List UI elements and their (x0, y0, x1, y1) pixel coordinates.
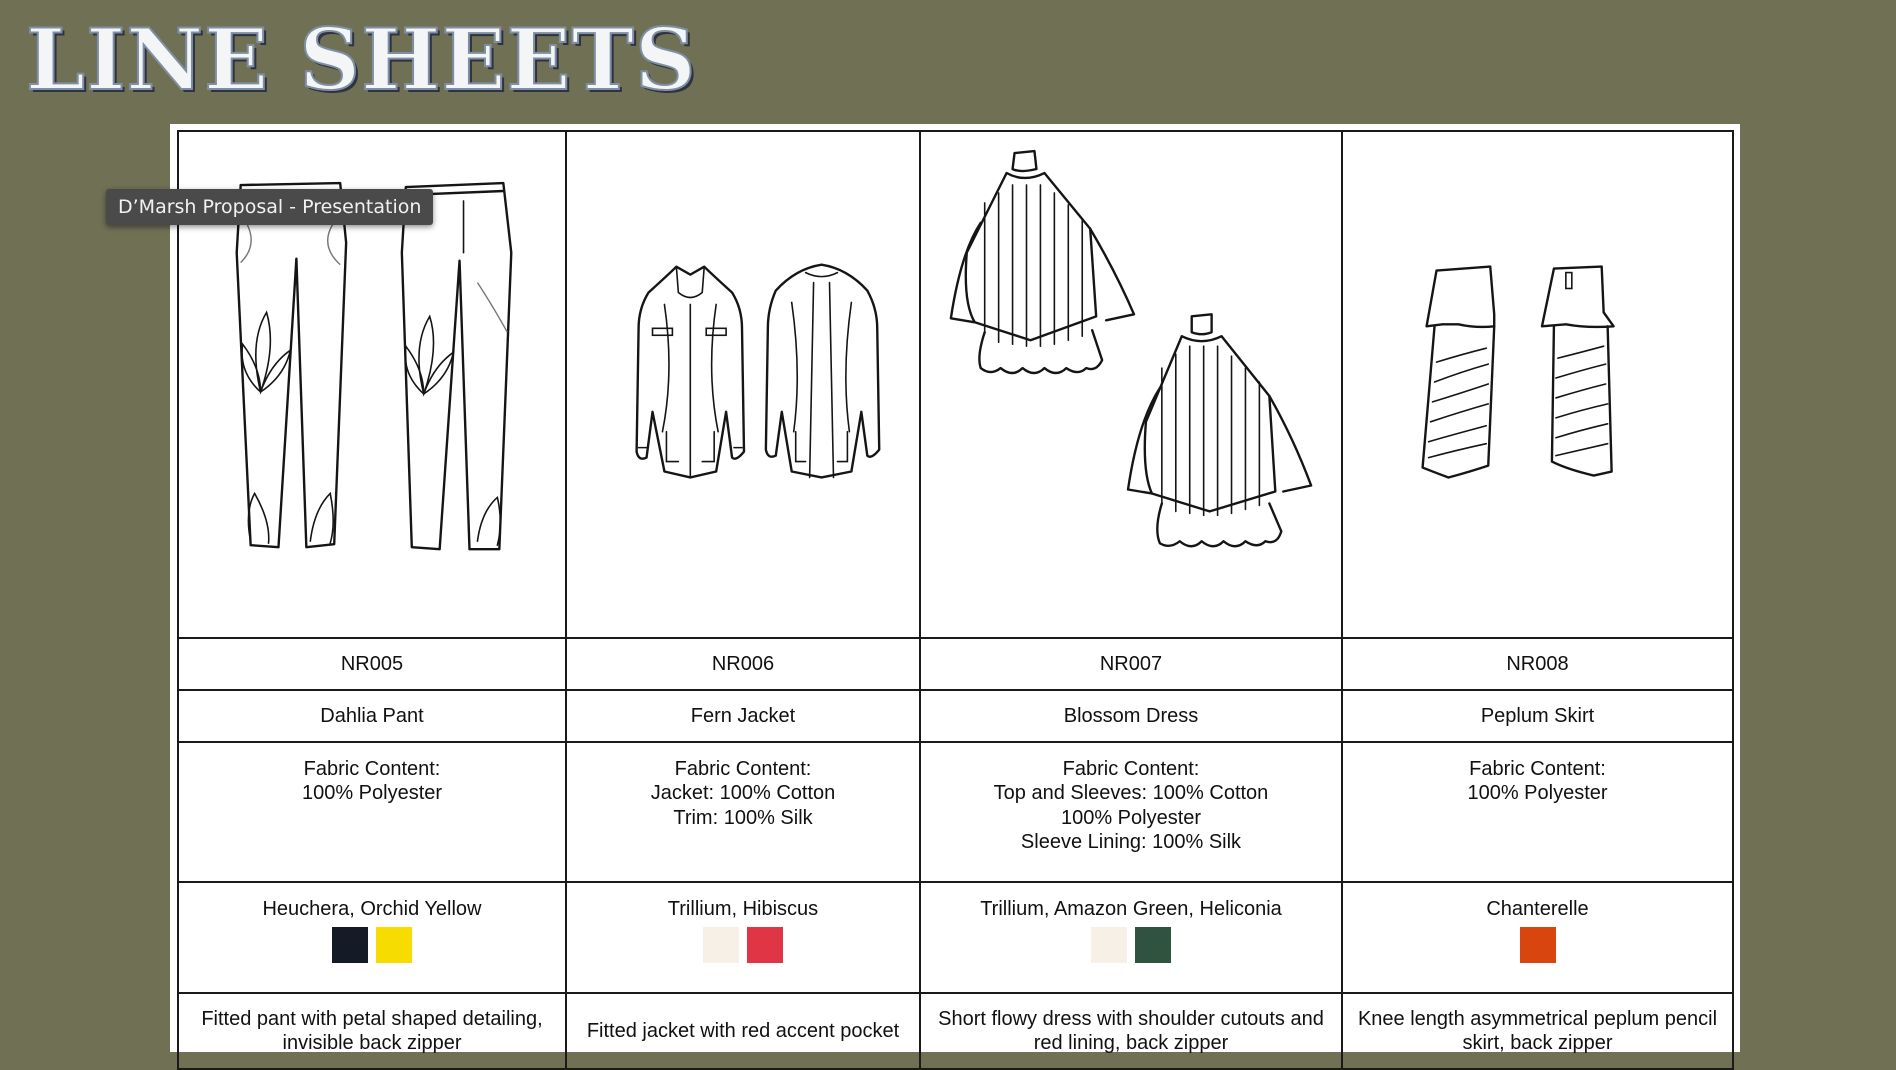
fabric-row (178, 742, 1733, 882)
color-swatch (703, 927, 739, 963)
fabric-line: Trim: 100% Silk (673, 806, 813, 829)
colorway-cell (566, 882, 920, 993)
colorway-label: Chanterelle (1486, 898, 1589, 920)
swatch-group (927, 927, 1335, 963)
fabric-line: Jacket: 100% Cotton (650, 782, 836, 805)
fabric-line: Sleeve Lining: 100% Silk (1020, 831, 1242, 854)
fabric-heading: Fabric Content: (303, 758, 441, 780)
peplum-skirt-sketch (1343, 132, 1732, 637)
product-name: Peplum Skirt (1342, 690, 1733, 742)
window-title-tooltip: D’Marsh Proposal - Presentation (106, 189, 433, 225)
product-description: Short flowy dress with shoulder cutouts and red lining, back zipper (920, 993, 1342, 1069)
product-description: Fitted jacket with red accent pocket (566, 993, 920, 1069)
swatch-group (185, 927, 559, 963)
product-description: Knee length asymmetrical peplum pencil skirt, back zipper (1342, 993, 1733, 1069)
product-name: Dahlia Pant (178, 690, 566, 742)
swatch-group (573, 927, 913, 963)
color-swatch (376, 927, 412, 963)
color-swatch (332, 927, 368, 963)
colorway-cell (920, 882, 1342, 993)
fabric-heading: Fabric Content: (1062, 758, 1200, 780)
color-swatch (1520, 927, 1556, 963)
fabric-content-cell (566, 742, 920, 882)
product-name: Blossom Dress (920, 690, 1342, 742)
color-row (178, 882, 1733, 993)
color-swatch (1091, 927, 1127, 963)
product-code: NR005 (178, 638, 566, 690)
fabric-heading: Fabric Content: (1469, 758, 1606, 780)
fern-jacket-sketch (567, 132, 919, 637)
product-code: NR008 (1342, 638, 1733, 690)
swatch-group (1349, 927, 1726, 963)
fabric-line: Top and Sleeves: 100% Cotton (993, 782, 1269, 805)
sketch-cell-nr006 (566, 131, 920, 638)
color-swatch (1135, 927, 1171, 963)
code-row (178, 638, 1733, 690)
line-sheet (170, 124, 1740, 1052)
description-row (178, 993, 1733, 1069)
colorway-label: Heuchera, Orchid Yellow (262, 898, 482, 920)
sketch-cell-nr008 (1342, 131, 1733, 638)
product-code: NR007 (920, 638, 1342, 690)
colorway-label: Trillium, Hibiscus (667, 898, 819, 920)
fabric-content-cell (178, 742, 566, 882)
colorway-cell (1342, 882, 1733, 993)
fabric-heading: Fabric Content: (674, 758, 812, 780)
fabric-line: 100% Polyester (1060, 806, 1202, 829)
line-sheet-table (177, 130, 1734, 1070)
fabric-content-cell (1342, 742, 1733, 882)
sketch-cell-nr007 (920, 131, 1342, 638)
product-description: Fitted pant with petal shaped detailing, invisible back zipper (178, 993, 566, 1069)
fabric-content-cell (920, 742, 1342, 882)
colorway-cell (178, 882, 566, 993)
page-title: LINE SHEETS (26, 10, 697, 109)
color-swatch (747, 927, 783, 963)
blossom-dress-sketch (921, 132, 1341, 637)
product-code: NR006 (566, 638, 920, 690)
fabric-line: 100% Polyester (1467, 782, 1608, 805)
colorway-label: Trillium, Amazon Green, Heliconia (980, 898, 1282, 920)
name-row (178, 690, 1733, 742)
fabric-line: 100% Polyester (301, 782, 443, 805)
product-name: Fern Jacket (566, 690, 920, 742)
